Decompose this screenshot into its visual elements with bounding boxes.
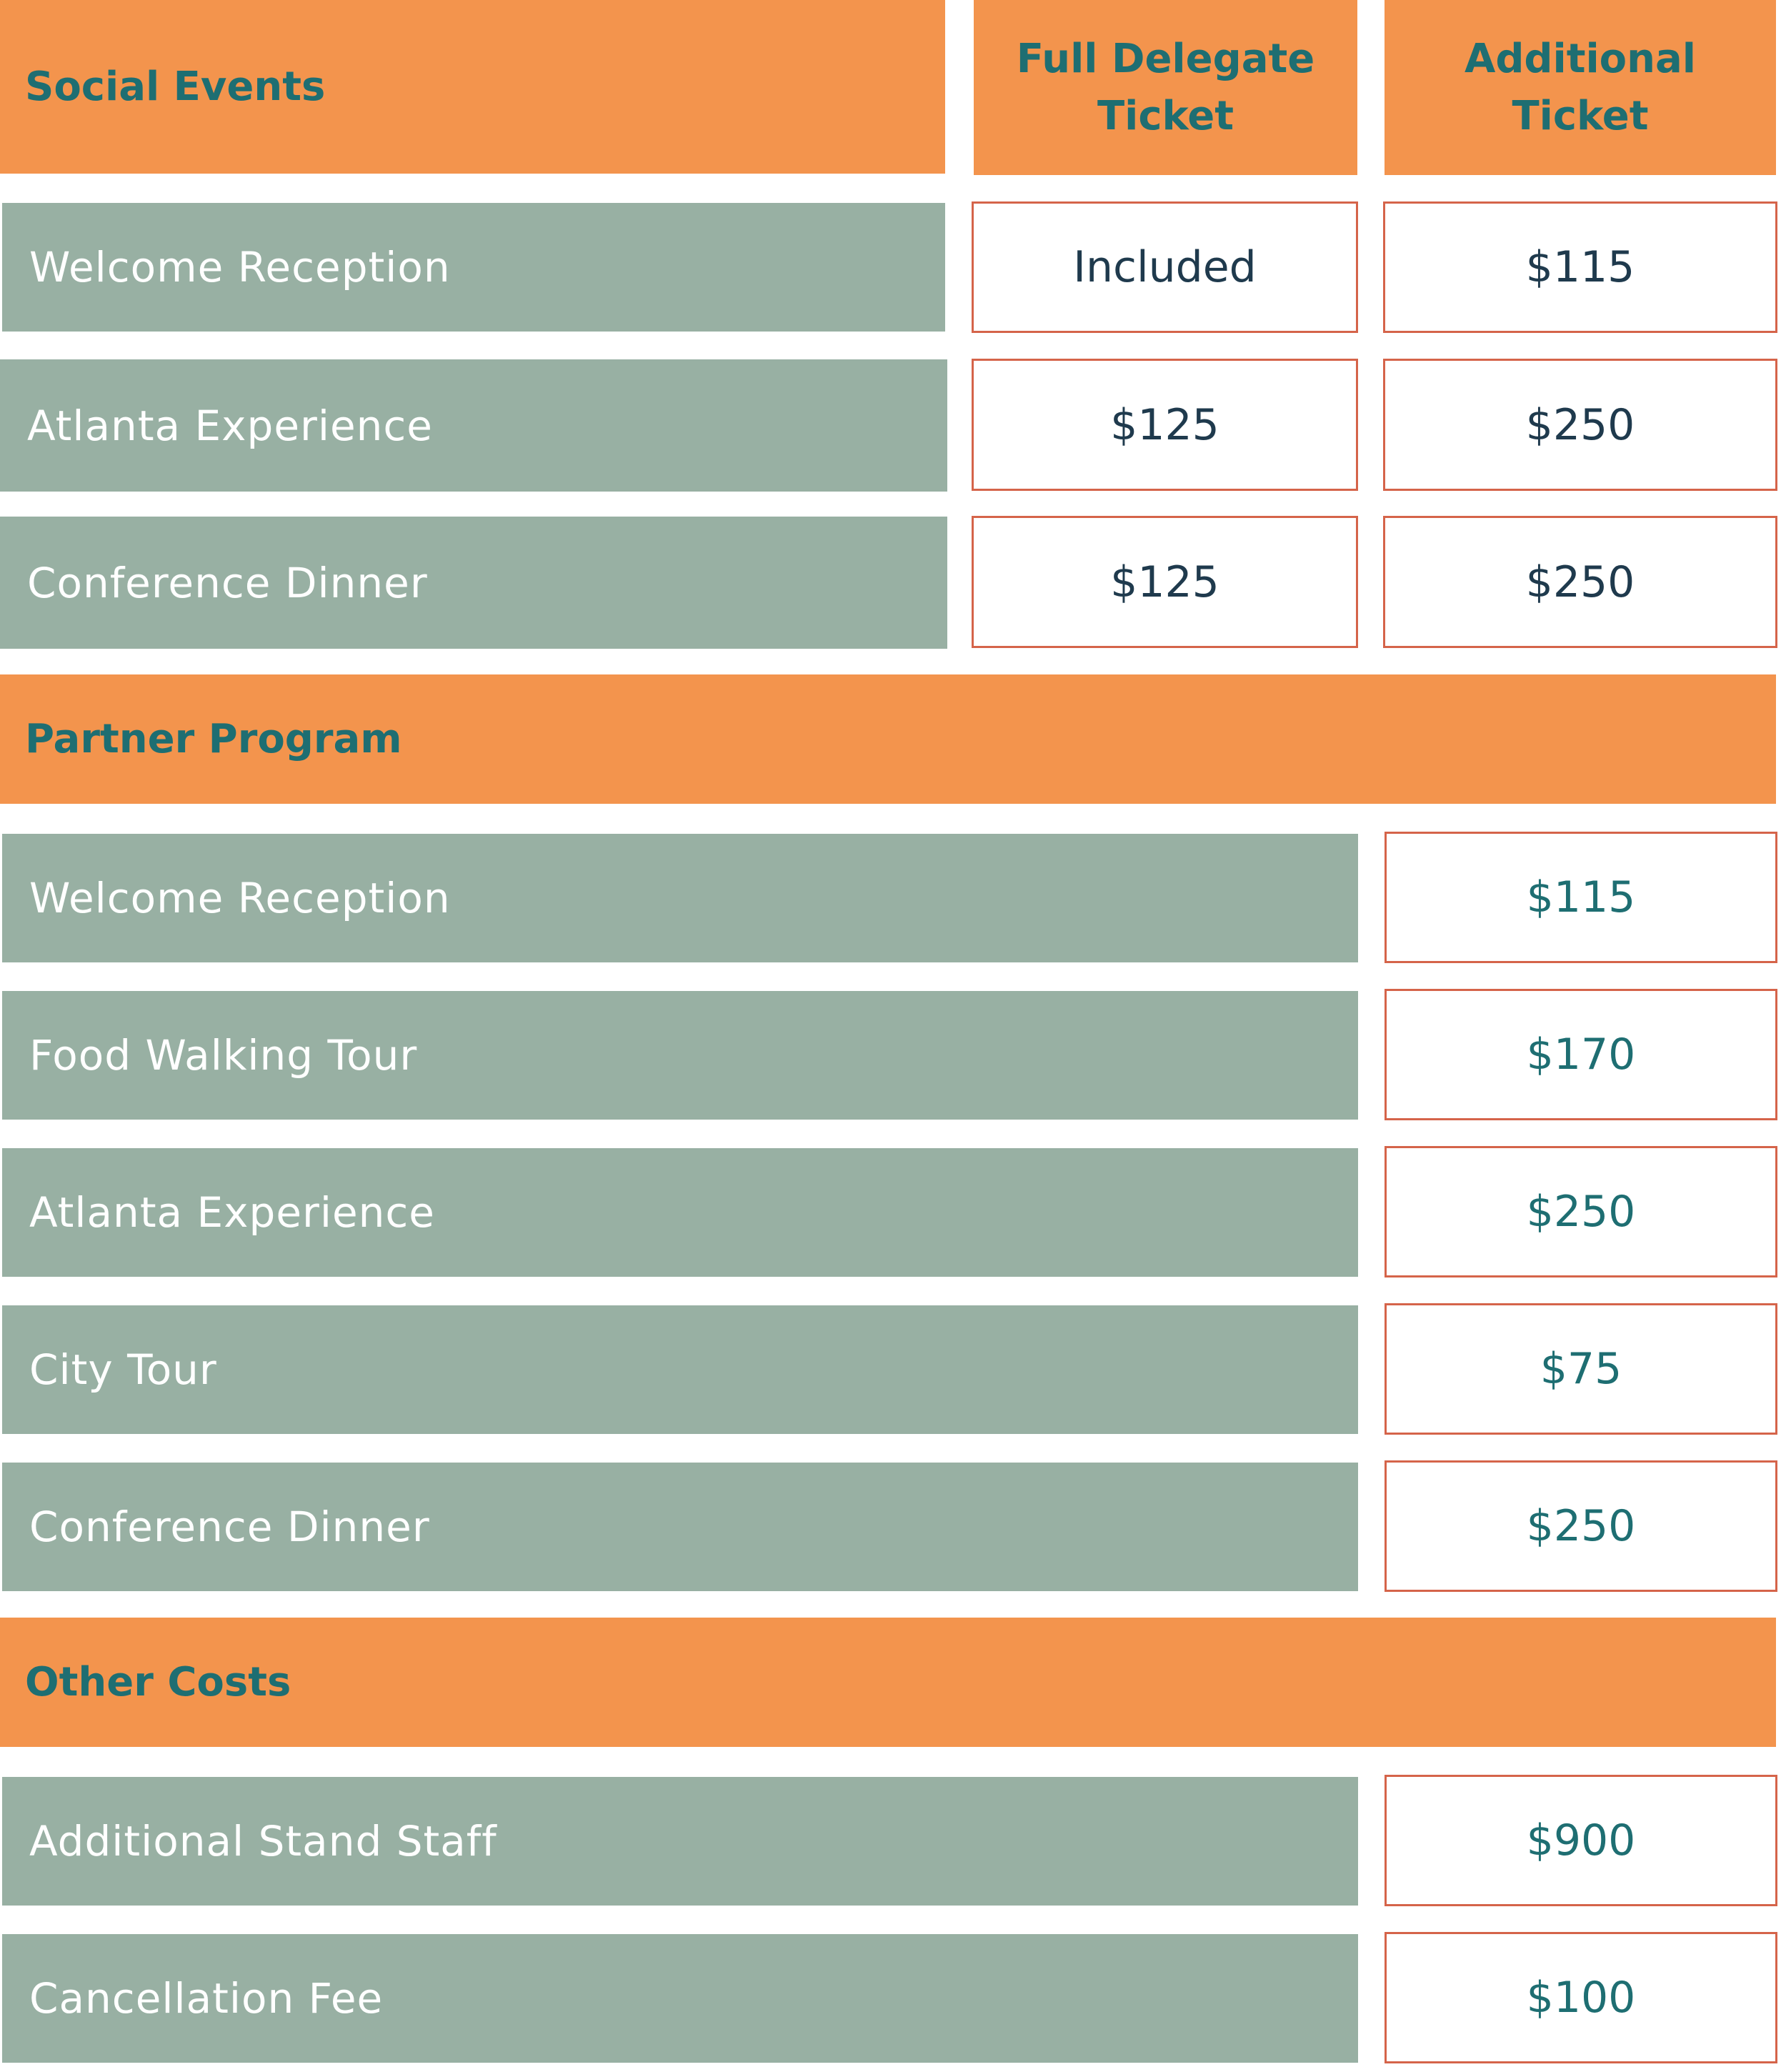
price-value: $75 [1540, 1344, 1622, 1394]
other-costs-header [0, 1618, 1776, 1747]
partner-row-atlanta-experience [2, 1148, 1358, 1277]
social-dinner-additional-price [1383, 516, 1777, 648]
partner-row-city-tour [2, 1305, 1358, 1434]
partner-program-header [0, 674, 1776, 804]
social-row-conference-dinner [0, 517, 947, 649]
social-welcome-additional-price [1383, 201, 1777, 333]
price-value: $100 [1526, 1973, 1636, 2023]
price-value: $125 [1110, 399, 1219, 450]
other-cancellation-price [1385, 1932, 1777, 2063]
price-value: $125 [1110, 557, 1219, 607]
social-row-welcome-reception [2, 203, 945, 332]
social-dinner-full-price [972, 516, 1358, 648]
full-delegate-header-line1: Full Delegate [1016, 35, 1315, 82]
full-delegate-header-line2: Ticket [1097, 92, 1234, 139]
other-stand-staff-price [1385, 1775, 1777, 1906]
social-events-title: Social Events [25, 64, 326, 110]
partner-row-welcome-reception [2, 834, 1358, 962]
price-value: $250 [1525, 557, 1635, 607]
row-label: Conference Dinner [29, 1503, 430, 1551]
partner-program-title: Partner Program [25, 716, 402, 762]
partner-food-tour-price [1385, 989, 1777, 1120]
row-label: Atlanta Experience [27, 401, 433, 450]
additional-header-line2: Ticket [1512, 92, 1649, 139]
social-row-atlanta-experience [0, 359, 947, 492]
partner-atlanta-price [1385, 1146, 1777, 1277]
full-delegate-ticket-header [974, 0, 1357, 175]
price-value: $250 [1526, 1501, 1636, 1551]
partner-row-conference-dinner [2, 1463, 1358, 1591]
price-value: $115 [1526, 872, 1636, 922]
price-value: $900 [1526, 1816, 1636, 1866]
price-value: Included [1073, 242, 1257, 292]
row-label: Welcome Reception [29, 874, 451, 922]
social-events-header [0, 0, 945, 174]
row-label: Food Walking Tour [29, 1031, 418, 1080]
other-row-additional-stand-staff [2, 1777, 1358, 1906]
price-value: $250 [1525, 399, 1635, 450]
partner-row-food-walking-tour [2, 991, 1358, 1120]
row-label: City Tour [29, 1345, 217, 1394]
social-welcome-full-price [972, 201, 1358, 333]
partner-dinner-price [1385, 1460, 1777, 1592]
partner-welcome-price [1385, 832, 1777, 963]
row-label: Conference Dinner [27, 558, 428, 607]
additional-ticket-header [1385, 0, 1776, 175]
row-label: Atlanta Experience [29, 1188, 435, 1237]
other-row-cancellation-fee [2, 1934, 1358, 2063]
partner-city-tour-price [1385, 1303, 1777, 1435]
row-label: Welcome Reception [29, 243, 451, 292]
price-value: $170 [1526, 1030, 1636, 1080]
social-atlanta-full-price [972, 359, 1358, 491]
additional-header-line1: Additional [1465, 35, 1696, 82]
price-value: $250 [1526, 1187, 1636, 1237]
row-label: Additional Stand Staff [29, 1817, 497, 1866]
row-label: Cancellation Fee [29, 1974, 384, 2023]
social-atlanta-additional-price [1383, 359, 1777, 491]
other-costs-title: Other Costs [25, 1659, 291, 1705]
price-value: $115 [1525, 242, 1635, 292]
